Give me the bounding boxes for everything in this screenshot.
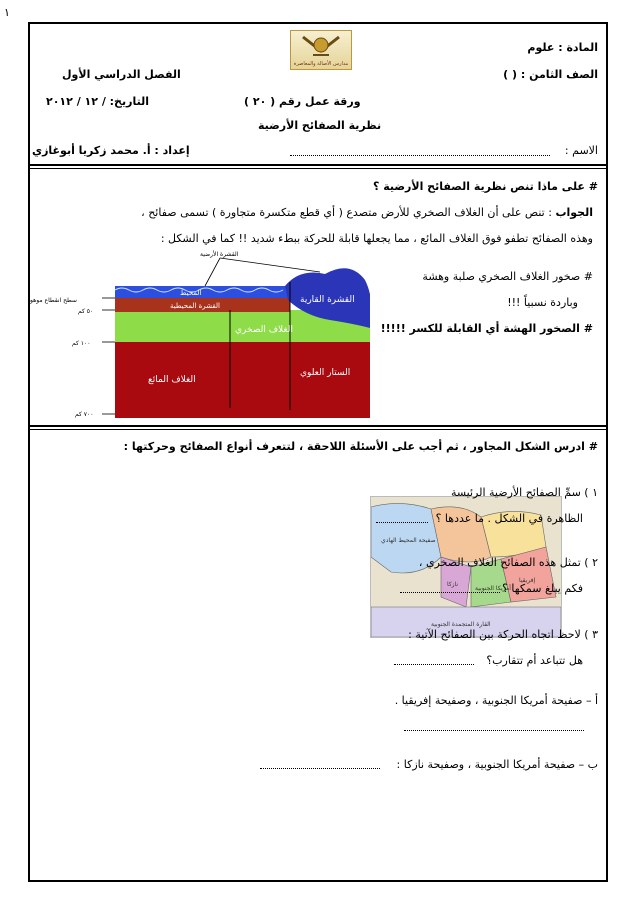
note-2: # الصخور الهشة أي القابلة للكسر !!!!! bbox=[380, 322, 593, 335]
label-continental-crust: القشرة القارية bbox=[300, 295, 355, 305]
label-lithosphere: الغلاف الصخري bbox=[235, 325, 294, 335]
map-label-antarctica: القارة المتجمدة الجنوبية bbox=[431, 621, 491, 628]
question-2a: ٢ ) تمثل هذه الصفائح الغلاف الصخري ، bbox=[418, 556, 598, 569]
label-ocean: المحيط bbox=[180, 289, 202, 297]
question-1a: ١ ) سمِّ الصفائح الأرضية الرئيسة bbox=[450, 486, 598, 499]
semester: الفصل الدراسي الأول bbox=[62, 68, 181, 81]
section2-intro: # ادرس الشكل المجاور ، ثم أجب على الأسئلة اللاحقة ، لتتعرف أنواع الصفائح وحركتها : bbox=[123, 440, 598, 453]
label-moho: سطح انقطاع موهو bbox=[30, 297, 77, 304]
page-number: ١ bbox=[4, 6, 10, 19]
note-1: # صخور الغلاف الصخري صلبة وهشة bbox=[422, 270, 593, 283]
answer-text: : تنص على أن الغلاف الصخري للأرض متصدع ( أي قطع متكسرة متجاورة ) تسمى صفائح ، bbox=[141, 206, 552, 219]
question-3a: ٣ ) لاحظ اتجاه الحركة بين الصفائح الآتية : bbox=[408, 628, 598, 641]
label-crust: القشرة الأرضية bbox=[200, 251, 239, 258]
header-divider bbox=[28, 164, 608, 166]
answer-field-3[interactable] bbox=[394, 664, 474, 665]
label-depth-50: ٥٠ كم bbox=[78, 308, 94, 315]
name-field[interactable] bbox=[290, 155, 550, 156]
prepared-by: إعداد : أ. محمد زكريا أبوغازي bbox=[32, 144, 190, 157]
map-label-pacific: صفيحة المحيط الهادي bbox=[381, 537, 436, 544]
section-divider bbox=[28, 425, 608, 427]
label-upper-mantle: الستار العلوي bbox=[300, 368, 351, 378]
worksheet-title: نظرية الصفائح الأرضية bbox=[258, 119, 382, 132]
question-b: ب – صفيحة أمريكا الجنوبية ، وصفيحة نازكا : bbox=[396, 758, 598, 771]
answer-field-1[interactable] bbox=[376, 522, 428, 523]
answer-label: الجواب bbox=[555, 206, 593, 219]
grade: الصف الثامن : ( ) bbox=[503, 68, 598, 81]
crust-pointer bbox=[205, 258, 220, 286]
label-depth-700: ٧٠٠ كم bbox=[75, 411, 94, 418]
answer-field-2[interactable] bbox=[400, 592, 500, 593]
date: التاريخ: / ١٢ / ٢٠١٢ bbox=[46, 95, 149, 108]
map-label-nazca: نازكا bbox=[447, 581, 459, 588]
name-label: الاسم : bbox=[564, 144, 598, 157]
question-1: # على ماذا تنص نظرية الصفائح الأرضية ؟ bbox=[373, 180, 598, 193]
logo-caption: مدارس الأصالة والمعاصرة bbox=[293, 61, 349, 67]
map-label-south-america: أمريكا الجنوبية bbox=[475, 585, 511, 592]
worksheet-number: ورقة عمل رقم ( ٢٠ ) bbox=[244, 95, 361, 108]
question-1b: الظاهرة في الشكل . ما عددها ؟ bbox=[435, 512, 583, 525]
answer-field-a[interactable] bbox=[404, 730, 584, 731]
question-a: أ – صفيحة أمريكا الجنوبية ، وصفيحة إفريقيا . bbox=[394, 694, 598, 707]
crust-pointer-2 bbox=[220, 258, 320, 272]
section-divider-2 bbox=[28, 429, 608, 430]
label-oceanic-crust: القشرة المحيطية bbox=[170, 302, 220, 310]
question-2b: فكم يبلغ سمكها ؟ bbox=[502, 582, 583, 595]
label-depth-100: ١٠٠ كم bbox=[72, 340, 91, 347]
map-label-africa: إفريقيا bbox=[519, 577, 536, 584]
answer-line-1 bbox=[141, 206, 593, 219]
school-logo bbox=[290, 30, 352, 70]
answer-field-b[interactable] bbox=[260, 768, 380, 769]
earth-layers-diagram bbox=[30, 240, 370, 422]
label-asthenosphere: الغلاف المائع bbox=[148, 375, 196, 385]
header-divider-2 bbox=[28, 168, 608, 169]
logo-emblem-icon bbox=[291, 31, 351, 61]
subject: المادة : علوم bbox=[527, 41, 598, 54]
answer-line-2: وهذه الصفائح تطفو فوق الغلاف المائع ، مما يجعلها قابلة للحركة ببطء شديد !! كما في الشكل : bbox=[160, 232, 593, 245]
question-3b: هل تتباعد أم تتقارب؟ bbox=[486, 654, 583, 667]
note-1b: وباردة نسبياً !!! bbox=[507, 296, 578, 309]
